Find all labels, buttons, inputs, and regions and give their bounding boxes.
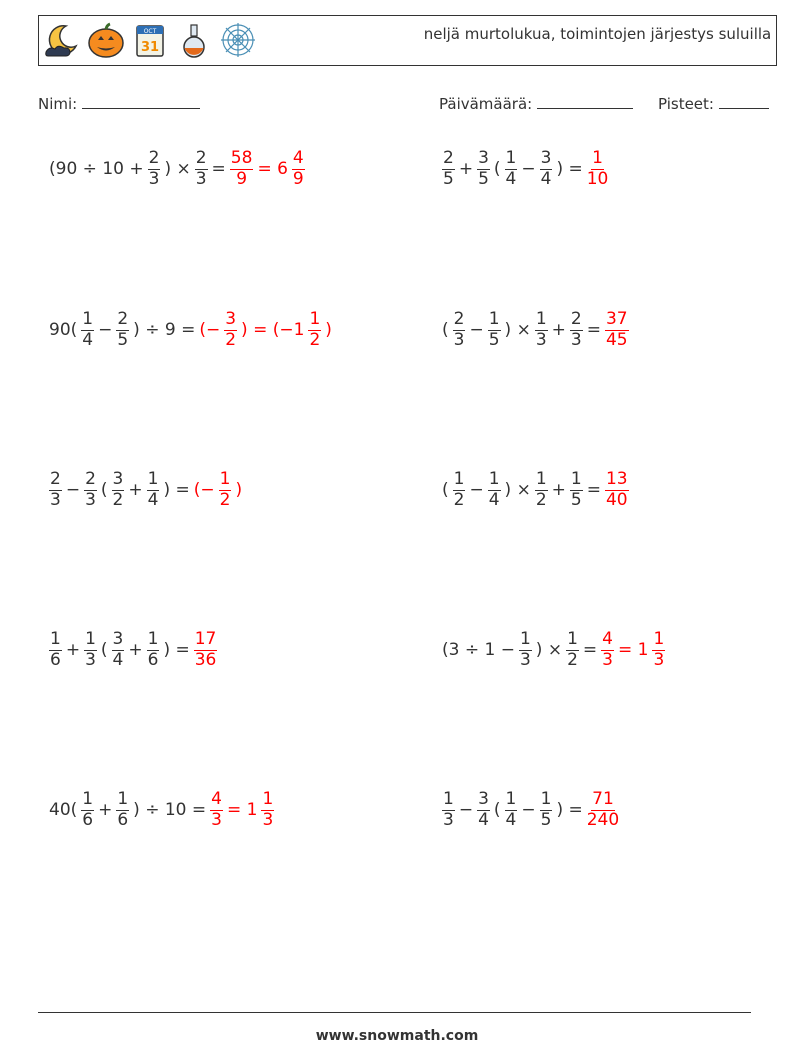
- fraction: [587, 790, 619, 830]
- fraction-numerator: 2: [117, 308, 129, 329]
- expression-text: (−: [193, 480, 215, 500]
- fraction-denominator: 2: [453, 489, 465, 510]
- fraction-numerator: 1: [592, 147, 603, 168]
- expression-text: −: [469, 320, 484, 340]
- fraction-numerator: 1: [653, 628, 665, 649]
- fraction-numerator: 2: [443, 147, 454, 168]
- expression-text: +: [458, 159, 474, 179]
- fraction-numerator: 1: [117, 788, 129, 809]
- expression-text: (90 ÷ 10 +: [49, 159, 144, 179]
- fraction: [605, 470, 629, 510]
- fraction-numerator: 2: [148, 147, 160, 168]
- fraction-numerator: 3: [478, 788, 489, 809]
- fraction-denominator: 9: [292, 168, 304, 189]
- pumpkin-icon: [86, 20, 126, 60]
- fraction-denominator: 2: [219, 489, 231, 510]
- answer: [603, 470, 631, 510]
- fraction-denominator: 6: [147, 649, 159, 670]
- fraction: [112, 630, 125, 670]
- problem-4: [440, 300, 631, 360]
- fraction: [195, 149, 208, 189]
- answer: [585, 149, 611, 189]
- problem-9: [47, 780, 276, 840]
- fraction-numerator: 58: [230, 147, 253, 168]
- calendar-day-text: 31: [140, 40, 160, 55]
- fraction-denominator: 2: [225, 329, 237, 350]
- fraction-denominator: 5: [488, 329, 500, 350]
- fraction-numerator: 1: [535, 308, 547, 329]
- answer: [603, 310, 631, 350]
- fraction-numerator: 1: [535, 468, 547, 489]
- fraction: [477, 790, 490, 830]
- fraction-denominator: 3: [195, 168, 207, 189]
- fraction-numerator: 3: [112, 468, 124, 489]
- expression-text: = 1: [617, 640, 649, 660]
- score-blank[interactable]: [719, 94, 769, 109]
- expression-text: (: [442, 320, 449, 340]
- footer-divider: [38, 1012, 751, 1013]
- expression-text: ) =: [163, 480, 190, 500]
- fraction: [601, 630, 614, 670]
- expression-text: ) ×: [504, 320, 531, 340]
- fraction-denominator: 4: [147, 489, 159, 510]
- fraction: [81, 310, 94, 350]
- fraction-numerator: 37: [605, 308, 628, 329]
- expression-text: ) ×: [535, 640, 563, 660]
- fraction-denominator: 3: [519, 649, 531, 670]
- fraction: [116, 310, 129, 350]
- fraction-numerator: 17: [194, 628, 217, 649]
- fraction: [477, 149, 490, 189]
- expression-text: ): [325, 320, 332, 340]
- expression-text: ) = (−1: [241, 320, 305, 340]
- fraction-denominator: 2: [567, 649, 578, 670]
- fraction-denominator: 4: [112, 649, 124, 670]
- fraction-denominator: 36: [194, 649, 217, 670]
- fraction: [488, 310, 501, 350]
- fraction-numerator: 2: [195, 147, 207, 168]
- fraction-numerator: 2: [50, 468, 61, 489]
- expression-text: −: [469, 480, 484, 500]
- fraction-denominator: 3: [148, 168, 160, 189]
- fraction-numerator: 1: [147, 628, 159, 649]
- fraction-denominator: 2: [535, 489, 547, 510]
- fraction: [535, 310, 548, 350]
- expression-text: −: [521, 800, 536, 820]
- fraction-numerator: 1: [505, 147, 517, 168]
- fraction-denominator: 3: [535, 329, 547, 350]
- expression-text: +: [128, 640, 143, 660]
- expression-text: (: [493, 159, 501, 179]
- expression-text: +: [65, 640, 81, 660]
- expression-text: =: [586, 320, 601, 340]
- expression-text: 40(: [49, 800, 78, 820]
- fraction-denominator: 3: [453, 329, 465, 350]
- fraction-denominator: 4: [488, 489, 500, 510]
- answer: [197, 310, 334, 350]
- answer: [585, 790, 621, 830]
- fraction: [570, 470, 583, 510]
- fraction-numerator: 1: [570, 468, 582, 489]
- fraction-numerator: 1: [219, 468, 231, 489]
- answer: [599, 630, 667, 670]
- fraction: [540, 149, 553, 189]
- fraction-numerator: 1: [262, 788, 274, 809]
- fraction-denominator: 3: [570, 329, 582, 350]
- calendar-icon: [130, 20, 170, 60]
- fraction-denominator: 3: [443, 809, 454, 830]
- fraction-denominator: 4: [540, 168, 552, 189]
- fraction: [535, 470, 548, 510]
- fraction-denominator: 2: [112, 489, 124, 510]
- fraction-denominator: 3: [85, 489, 96, 510]
- calendar-month-text: OCT: [143, 28, 157, 35]
- fraction: [84, 630, 97, 670]
- fraction-numerator: 1: [85, 628, 96, 649]
- expression-text: (: [100, 640, 108, 660]
- expression-text: −: [521, 159, 536, 179]
- fraction-denominator: 6: [82, 809, 94, 830]
- fraction-denominator: 4: [478, 809, 489, 830]
- expression-text: (−: [199, 320, 221, 340]
- fraction-numerator: 1: [567, 628, 578, 649]
- fraction-denominator: 3: [602, 649, 613, 670]
- fraction: [566, 630, 579, 670]
- fraction-numerator: 1: [309, 308, 321, 329]
- date-label: Päivämäärä:: [439, 95, 533, 113]
- fraction-numerator: 1: [540, 788, 552, 809]
- problem-5: [47, 460, 244, 520]
- fraction-numerator: 4: [211, 788, 222, 809]
- fraction-denominator: 9: [236, 168, 248, 189]
- fraction: [224, 310, 237, 350]
- fraction-denominator: 3: [50, 489, 61, 510]
- problem-2: [440, 139, 610, 199]
- fraction-numerator: 1: [82, 788, 94, 809]
- potion-icon: [174, 20, 214, 60]
- fraction: [587, 149, 609, 189]
- fraction-denominator: 4: [505, 168, 517, 189]
- problem-6: [440, 460, 631, 520]
- spiderweb-icon: [218, 20, 258, 60]
- fraction: [49, 630, 62, 670]
- fraction-denominator: 10: [586, 168, 609, 189]
- fraction: [230, 149, 254, 189]
- fraction-denominator: 45: [605, 329, 628, 350]
- worksheet-header: [38, 15, 777, 66]
- fraction-denominator: 3: [262, 809, 274, 830]
- name-blank[interactable]: [82, 94, 200, 109]
- fraction-numerator: 1: [453, 468, 465, 489]
- worksheet-title: neljä murtolukua, toimintojen järjestys suluilla: [423, 25, 772, 43]
- fraction-numerator: 1: [147, 468, 159, 489]
- expression-text: −: [65, 480, 81, 500]
- fraction-numerator: 1: [488, 308, 500, 329]
- expression-text: (: [442, 480, 449, 500]
- expression-text: = 1: [226, 800, 258, 820]
- expression-text: =: [211, 159, 226, 179]
- fraction-numerator: 71: [592, 788, 614, 809]
- fraction: [210, 790, 223, 830]
- fraction: [148, 149, 161, 189]
- expression-text: +: [551, 480, 566, 500]
- fraction: [116, 790, 129, 830]
- fraction: [219, 470, 232, 510]
- name-field[interactable]: [38, 94, 200, 113]
- score-label: Pisteet:: [658, 95, 714, 113]
- expression-text: ): [235, 480, 243, 500]
- expression-text: =: [582, 640, 598, 660]
- answer: [208, 790, 276, 830]
- fraction-denominator: 5: [540, 809, 552, 830]
- problem-7: [47, 620, 219, 680]
- expression-text: +: [128, 480, 143, 500]
- fraction: [261, 790, 274, 830]
- fraction: [442, 149, 455, 189]
- expression-text: (: [100, 480, 108, 500]
- expression-text: = 6: [257, 159, 288, 179]
- expression-text: (3 ÷ 1 −: [442, 640, 515, 660]
- fraction: [453, 310, 466, 350]
- fraction-numerator: 1: [50, 628, 61, 649]
- problem-1: [47, 139, 307, 199]
- date-field[interactable]: [439, 94, 633, 113]
- moon-night-icon: [42, 20, 82, 60]
- fraction: [453, 470, 466, 510]
- name-label: Nimi:: [38, 95, 78, 113]
- fraction-numerator: 13: [605, 468, 628, 489]
- fraction: [81, 790, 94, 830]
- fraction-denominator: 6: [117, 809, 129, 830]
- answer: [192, 470, 244, 510]
- date-blank[interactable]: [537, 94, 633, 109]
- answer: [192, 630, 220, 670]
- fraction-denominator: 4: [505, 809, 517, 830]
- expression-text: +: [551, 320, 566, 340]
- fraction-numerator: 1: [82, 308, 94, 329]
- fraction: [147, 630, 160, 670]
- expression-text: ) ÷ 9 =: [133, 320, 196, 340]
- fraction-denominator: 3: [653, 649, 665, 670]
- fraction-numerator: 1: [443, 788, 454, 809]
- expression-text: 90(: [49, 320, 78, 340]
- expression-text: ) ×: [164, 159, 191, 179]
- fraction-denominator: 240: [586, 809, 620, 830]
- fraction-numerator: 3: [540, 147, 552, 168]
- fraction-numerator: 4: [602, 628, 613, 649]
- fraction-denominator: 40: [605, 489, 628, 510]
- problem-8: [440, 620, 667, 680]
- fraction-numerator: 3: [112, 628, 124, 649]
- fraction-denominator: 6: [50, 649, 61, 670]
- fraction-denominator: 5: [117, 329, 129, 350]
- fraction: [505, 790, 518, 830]
- fraction-numerator: 1: [488, 468, 500, 489]
- expression-text: ) =: [163, 640, 190, 660]
- fraction: [84, 470, 97, 510]
- fraction-numerator: 2: [453, 308, 465, 329]
- fraction: [442, 790, 455, 830]
- answer: [228, 149, 307, 189]
- fraction: [605, 310, 629, 350]
- fraction: [112, 470, 125, 510]
- problem-10: [440, 780, 621, 840]
- fraction: [194, 630, 218, 670]
- fraction-denominator: 2: [309, 329, 321, 350]
- expression-text: −: [458, 800, 474, 820]
- fraction-denominator: 5: [570, 489, 582, 510]
- fraction-numerator: 3: [478, 147, 489, 168]
- fraction: [652, 630, 665, 670]
- fraction-numerator: 4: [292, 147, 304, 168]
- expression-text: +: [98, 800, 113, 820]
- fraction-numerator: 3: [225, 308, 237, 329]
- score-field[interactable]: [658, 94, 769, 113]
- problem-3: [47, 300, 334, 360]
- fraction-denominator: 5: [443, 168, 454, 189]
- fraction-numerator: 2: [85, 468, 96, 489]
- fraction-denominator: 4: [82, 329, 94, 350]
- fraction: [519, 630, 532, 670]
- fraction: [147, 470, 160, 510]
- fraction: [540, 790, 553, 830]
- expression-text: ) ×: [504, 480, 531, 500]
- fraction-numerator: 1: [519, 628, 531, 649]
- fraction-denominator: 5: [478, 168, 489, 189]
- fraction: [49, 470, 62, 510]
- expression-text: =: [586, 480, 601, 500]
- expression-text: −: [98, 320, 113, 340]
- expression-text: ) =: [556, 159, 583, 179]
- fraction: [570, 310, 583, 350]
- fraction: [488, 470, 501, 510]
- fraction-numerator: 1: [505, 788, 517, 809]
- fraction: [292, 149, 305, 189]
- expression-text: ) ÷ 10 =: [133, 800, 207, 820]
- footer-website: www.snowmath.com: [315, 1028, 479, 1044]
- header-icons: [42, 20, 258, 60]
- expression-text: ) =: [556, 800, 583, 820]
- fraction-numerator: 2: [570, 308, 582, 329]
- fraction-denominator: 3: [85, 649, 96, 670]
- fraction: [505, 149, 518, 189]
- fraction: [308, 310, 321, 350]
- expression-text: (: [493, 800, 501, 820]
- fraction-denominator: 3: [211, 809, 222, 830]
